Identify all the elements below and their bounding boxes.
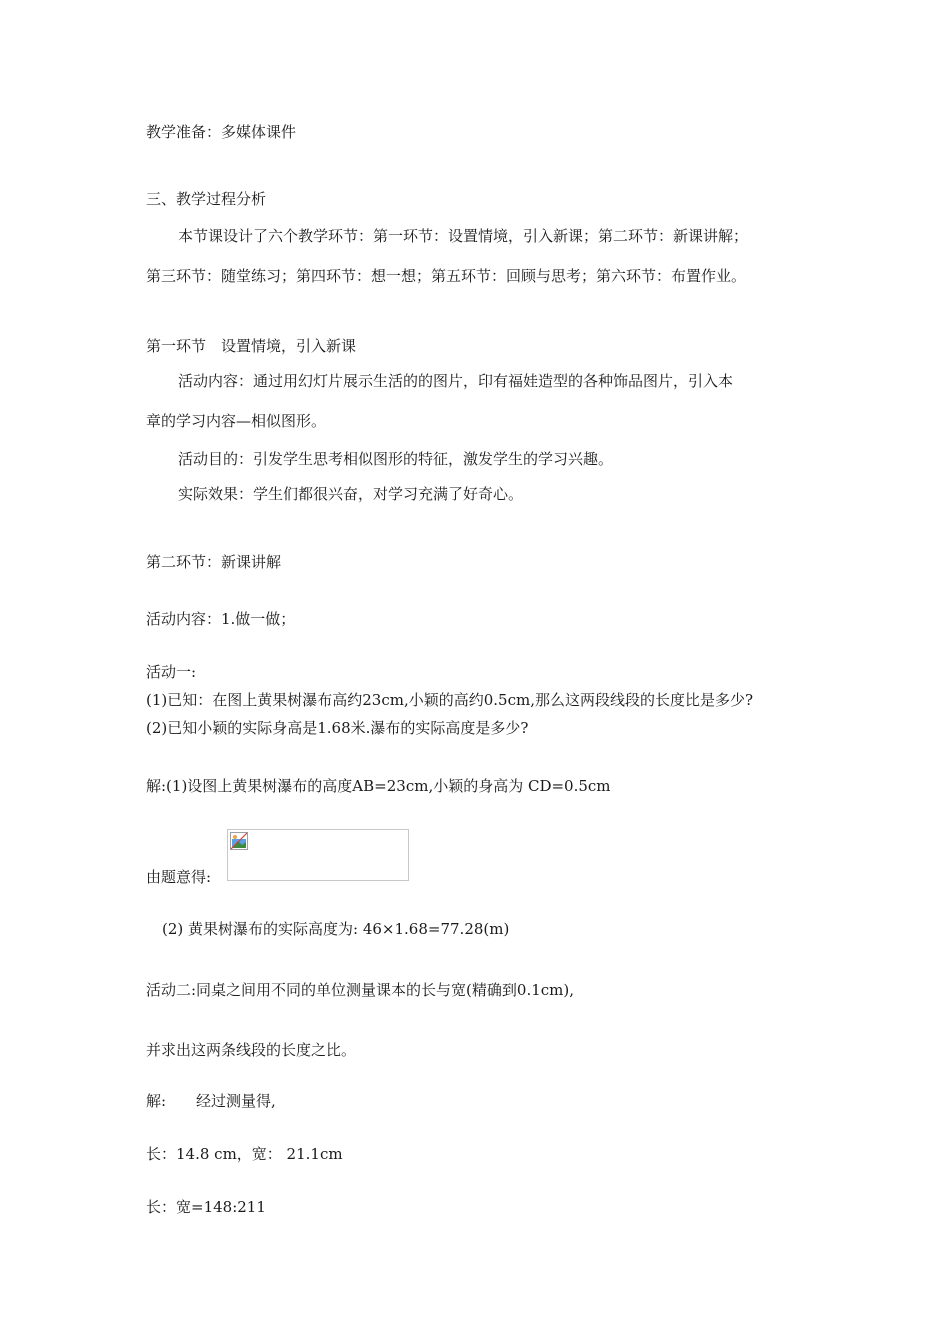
equation-image [227,829,409,881]
question-line: (1)已知：在图上黄果树瀑布高约23cm,小颖的高约0.5cm,那么这两段线段的长度比是多少? [146,691,754,709]
by-problem-label: 由题意得: [146,868,212,886]
paragraph-line: 活动内容：1.做一做； [146,610,296,628]
paragraph-line: 第三环节：随堂练习；第四环节：想一想；第五环节：回顾与思考；第六环节：布置作业。 [146,267,747,285]
stage-heading: 第二环节：新课讲解 [146,553,282,571]
paragraph-line: 实际效果：学生们都很兴奋，对学习充满了好奇心。 [178,485,524,503]
activity-label: 活动一: [146,663,197,681]
section-heading: 三、教学过程分析 [146,190,267,208]
broken-image-icon [230,832,248,850]
paragraph-line: 活动内容：通过用幻灯片展示生活的的图片，印有福娃造型的各种饰品图片，引入本 [178,372,734,390]
solution-line: 解:(1)设图上黄果树瀑布的高度AB=23cm,小颖的身高为 CD=0.5cm [146,777,611,795]
paragraph-line: 并求出这两条线段的长度之比。 [146,1041,357,1059]
solution-line: 解: 经过测量得, [146,1092,276,1110]
paragraph-line: 活动目的：引发学生思考相似图形的特征，激发学生的学习兴趣。 [178,450,614,468]
measurement-line: 长：14.8 cm，宽： 21.1cm [146,1145,343,1163]
ratio-line: 长：宽=148:211 [146,1198,266,1216]
stage-heading: 第一环节 设置情境，引入新课 [146,337,357,355]
question-line: (2)已知小颖的实际身高是1.68米.瀑布的实际高度是多少? [146,719,529,737]
teaching-preparation: 教学准备：多媒体课件 [146,123,297,141]
paragraph-line: 活动二:同桌之间用不同的单位测量课本的长与宽(精确到0.1cm), [146,981,575,999]
solution-line: (2) 黄果树瀑布的实际高度为: 46×1.68=77.28(m) [162,920,510,938]
paragraph-line: 章的学习内容—相似图形。 [146,412,327,430]
paragraph-line: 本节课设计了六个教学环节：第一环节：设置情境，引入新课；第二环节：新课讲解； [178,227,749,245]
